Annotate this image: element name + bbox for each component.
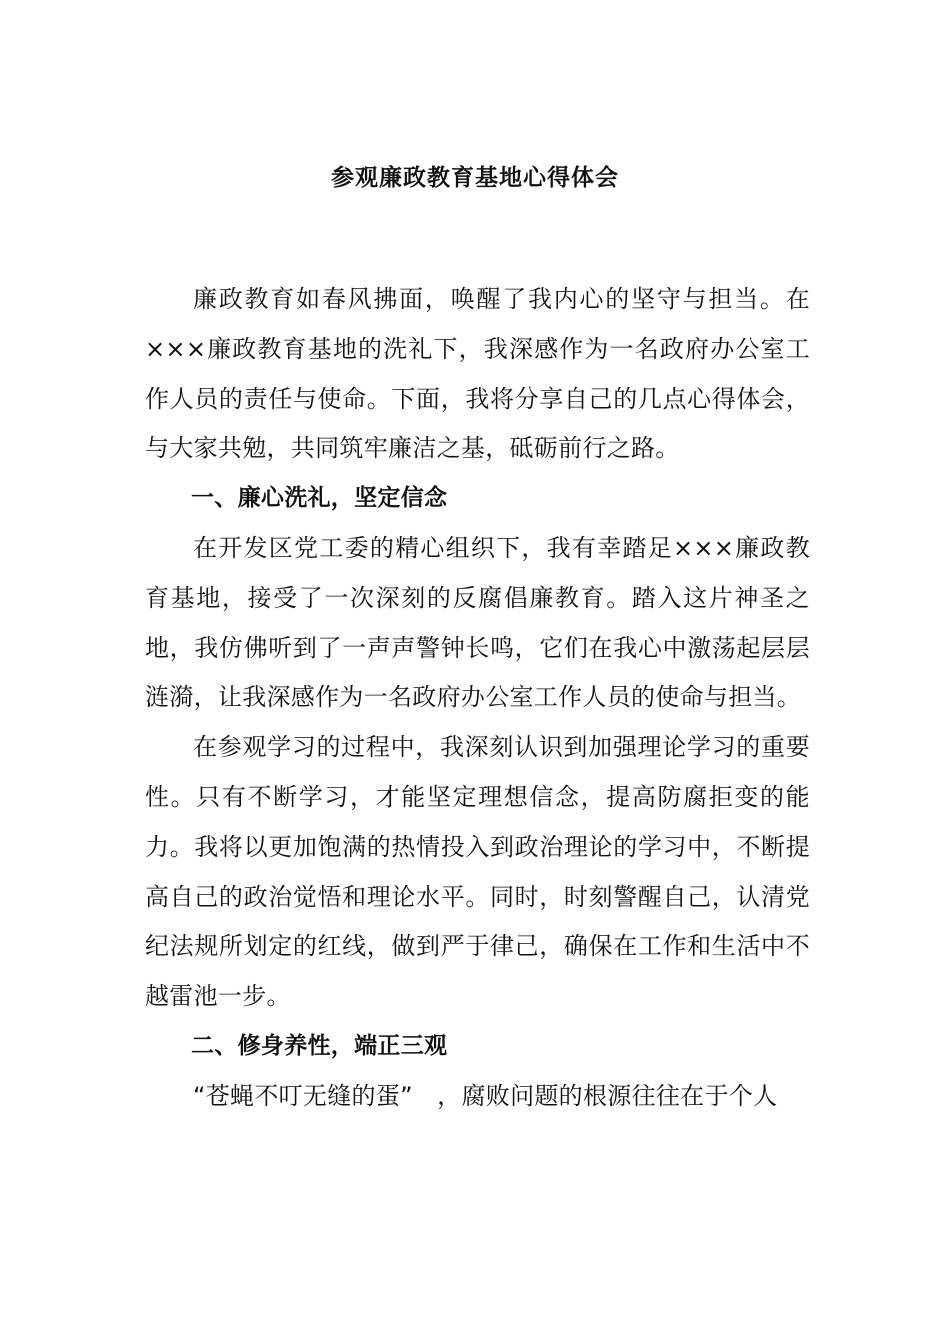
section-heading: 一、廉心洗礼，坚定信念: [191, 485, 448, 512]
body-paragraph: 在开发区党工委的精心组织下，我有幸踏足×××廉政教育基地，接受了一次深刻的反腐倡廉教育。踏入这片神圣之地，我仿佛听到了一声声警钟长鸣，它们在我心中激荡起层层涟漪，让我深感作为一名政府办公室工作人员的使命与担当。: [145, 533, 810, 712]
section-heading: 二、修身养性，端正三观: [191, 1032, 448, 1059]
document-body: [145, 275, 810, 1122]
document-title: 参观廉政教育基地心得体会: [331, 165, 619, 191]
body-paragraph: 廉政教育如春风拂面，唤醒了我内心的坚守与担当。在×××廉政教育基地的洗礼下，我深感作为一名政府办公室工作人员的责任与使命。下面，我将分享自己的几点心得体会，与大家共勉，共同筑牢廉洁之基，砥砺前行之路。: [145, 285, 810, 463]
body-paragraph: 在参观学习的过程中，我深刻认识到加强理论学习的重要性。只有不断学习，才能坚定理想信念，提高防腐拒变的能力。我将以更加饱满的热情投入到政治理论的学习中，不断提高自己的政治觉悟和理论水平。同时，时刻警醒自己，认清党纪法规所划定的红线，做到严于律己，确保在工作和生活中不越雷池一步。: [145, 733, 810, 1011]
body-paragraph: “苍蝇不叮无缝的蛋” ，腐败问题的根源往往在于个人: [193, 1081, 778, 1110]
